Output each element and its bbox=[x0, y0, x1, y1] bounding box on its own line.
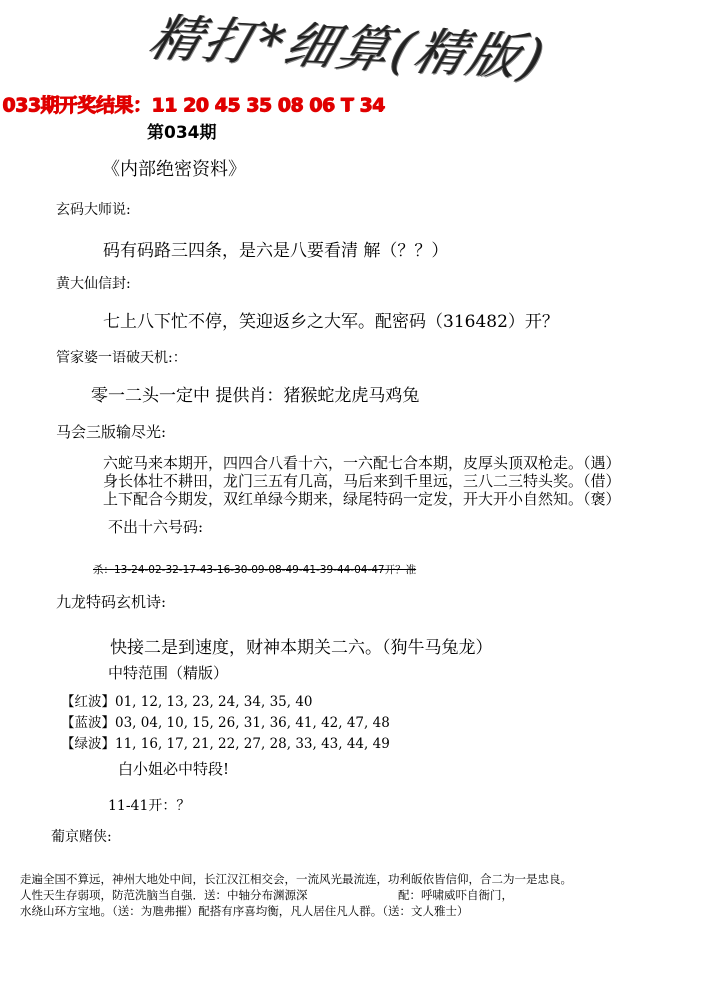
section-text-baixiaojie: 白小姐必中特段! bbox=[118, 760, 230, 778]
kill-numbers: 杀：13-24-02-32-17-43-16-30-09-08-49-41-39-44-04-47开？准 bbox=[93, 564, 417, 576]
wave-label: 【红波】 bbox=[61, 694, 115, 710]
section-text-huangdaxian: 七上八下忙不停，笑迎返乡之大军。配密码（316482）开？ bbox=[103, 312, 559, 332]
handwritten-title: 精打*细算(精版) bbox=[142, 8, 555, 88]
poem-line: 身长体壮不耕田，龙门三五有几高，马后来到千里远，三八二三特头奖。（借） bbox=[103, 472, 621, 490]
section-label-jiulong: 九龙特码玄机诗: bbox=[56, 593, 167, 611]
poem-line: 六蛇马来本期开，四四合八看十六，一六配七合本期，皮厚头顶双枪走。（遇） bbox=[103, 454, 621, 472]
footer-line: 配：呼啸威吓自衙门， bbox=[398, 888, 513, 902]
section-text-xuanma: 码有码路三四条，是六是八要看清 解（？？） bbox=[103, 241, 449, 261]
footer-line: 走遍全国不算远，神州大地处中间，长江汉江相交会，一流风光最流连，功利皈依皆信仰，合二为一是忠良。 bbox=[20, 872, 572, 886]
poem-line: 上下配合今期发，双红单绿今期来，绿尾特码一定发，开大开小自然知。（褒） bbox=[103, 490, 621, 508]
wave-label: 【绿波】 bbox=[61, 736, 115, 752]
section-label-xuanma: 玄码大师说: bbox=[56, 202, 131, 218]
section-label-guanjiapo: 管家婆一语破天机:： bbox=[56, 350, 187, 366]
previous-result: 033期开奖结果：11 20 45 35 08 06 T 34 bbox=[2, 94, 385, 116]
wave-row-green bbox=[61, 732, 390, 752]
footer-line: 水绕山环方宝地。（送：为虺弗摧）配搭有序喜均衡，凡人居住凡人群。（送：文人雅士） bbox=[20, 904, 469, 918]
section-label-huangdaxian: 黄大仙信封: bbox=[56, 276, 131, 292]
section-label-mahui: 马会三版输尽光: bbox=[56, 423, 167, 441]
footer-line: 人性天生存弱项，防范洗脑当自强．送：中轴分布渊源深 bbox=[20, 888, 308, 902]
doc-title: 《内部绝密资料》 bbox=[102, 159, 246, 180]
wave-row-red bbox=[61, 690, 313, 710]
section-label-pujing: 葡京赌侠: bbox=[51, 829, 112, 845]
wave-label: 【蓝波】 bbox=[61, 715, 115, 731]
wave-numbers: 11, 16, 17, 21, 22, 27, 28, 33, 43, 44, 49 bbox=[115, 736, 390, 752]
section-text-guanjiapo: 零一二头一定中 提供肖：猪猴蛇龙虎马鸡兔 bbox=[91, 386, 420, 406]
section-subtitle-no16: 不出十六号码: bbox=[108, 518, 204, 536]
wave-numbers: 03, 04, 10, 15, 26, 31, 36, 41, 42, 47, 48 bbox=[115, 715, 390, 731]
section-text-jiulong: 快接二是到速度，财神本期关二六。（狗牛马兔龙） bbox=[110, 638, 493, 658]
wave-row-blue bbox=[61, 711, 390, 731]
section-text-range: 11-41开：？ bbox=[108, 798, 191, 814]
wave-numbers: 01, 12, 13, 23, 24, 34, 35, 40 bbox=[115, 694, 313, 710]
issue-number: 第034期 bbox=[147, 123, 217, 143]
range-title: 中特范围（精版） bbox=[108, 664, 229, 682]
